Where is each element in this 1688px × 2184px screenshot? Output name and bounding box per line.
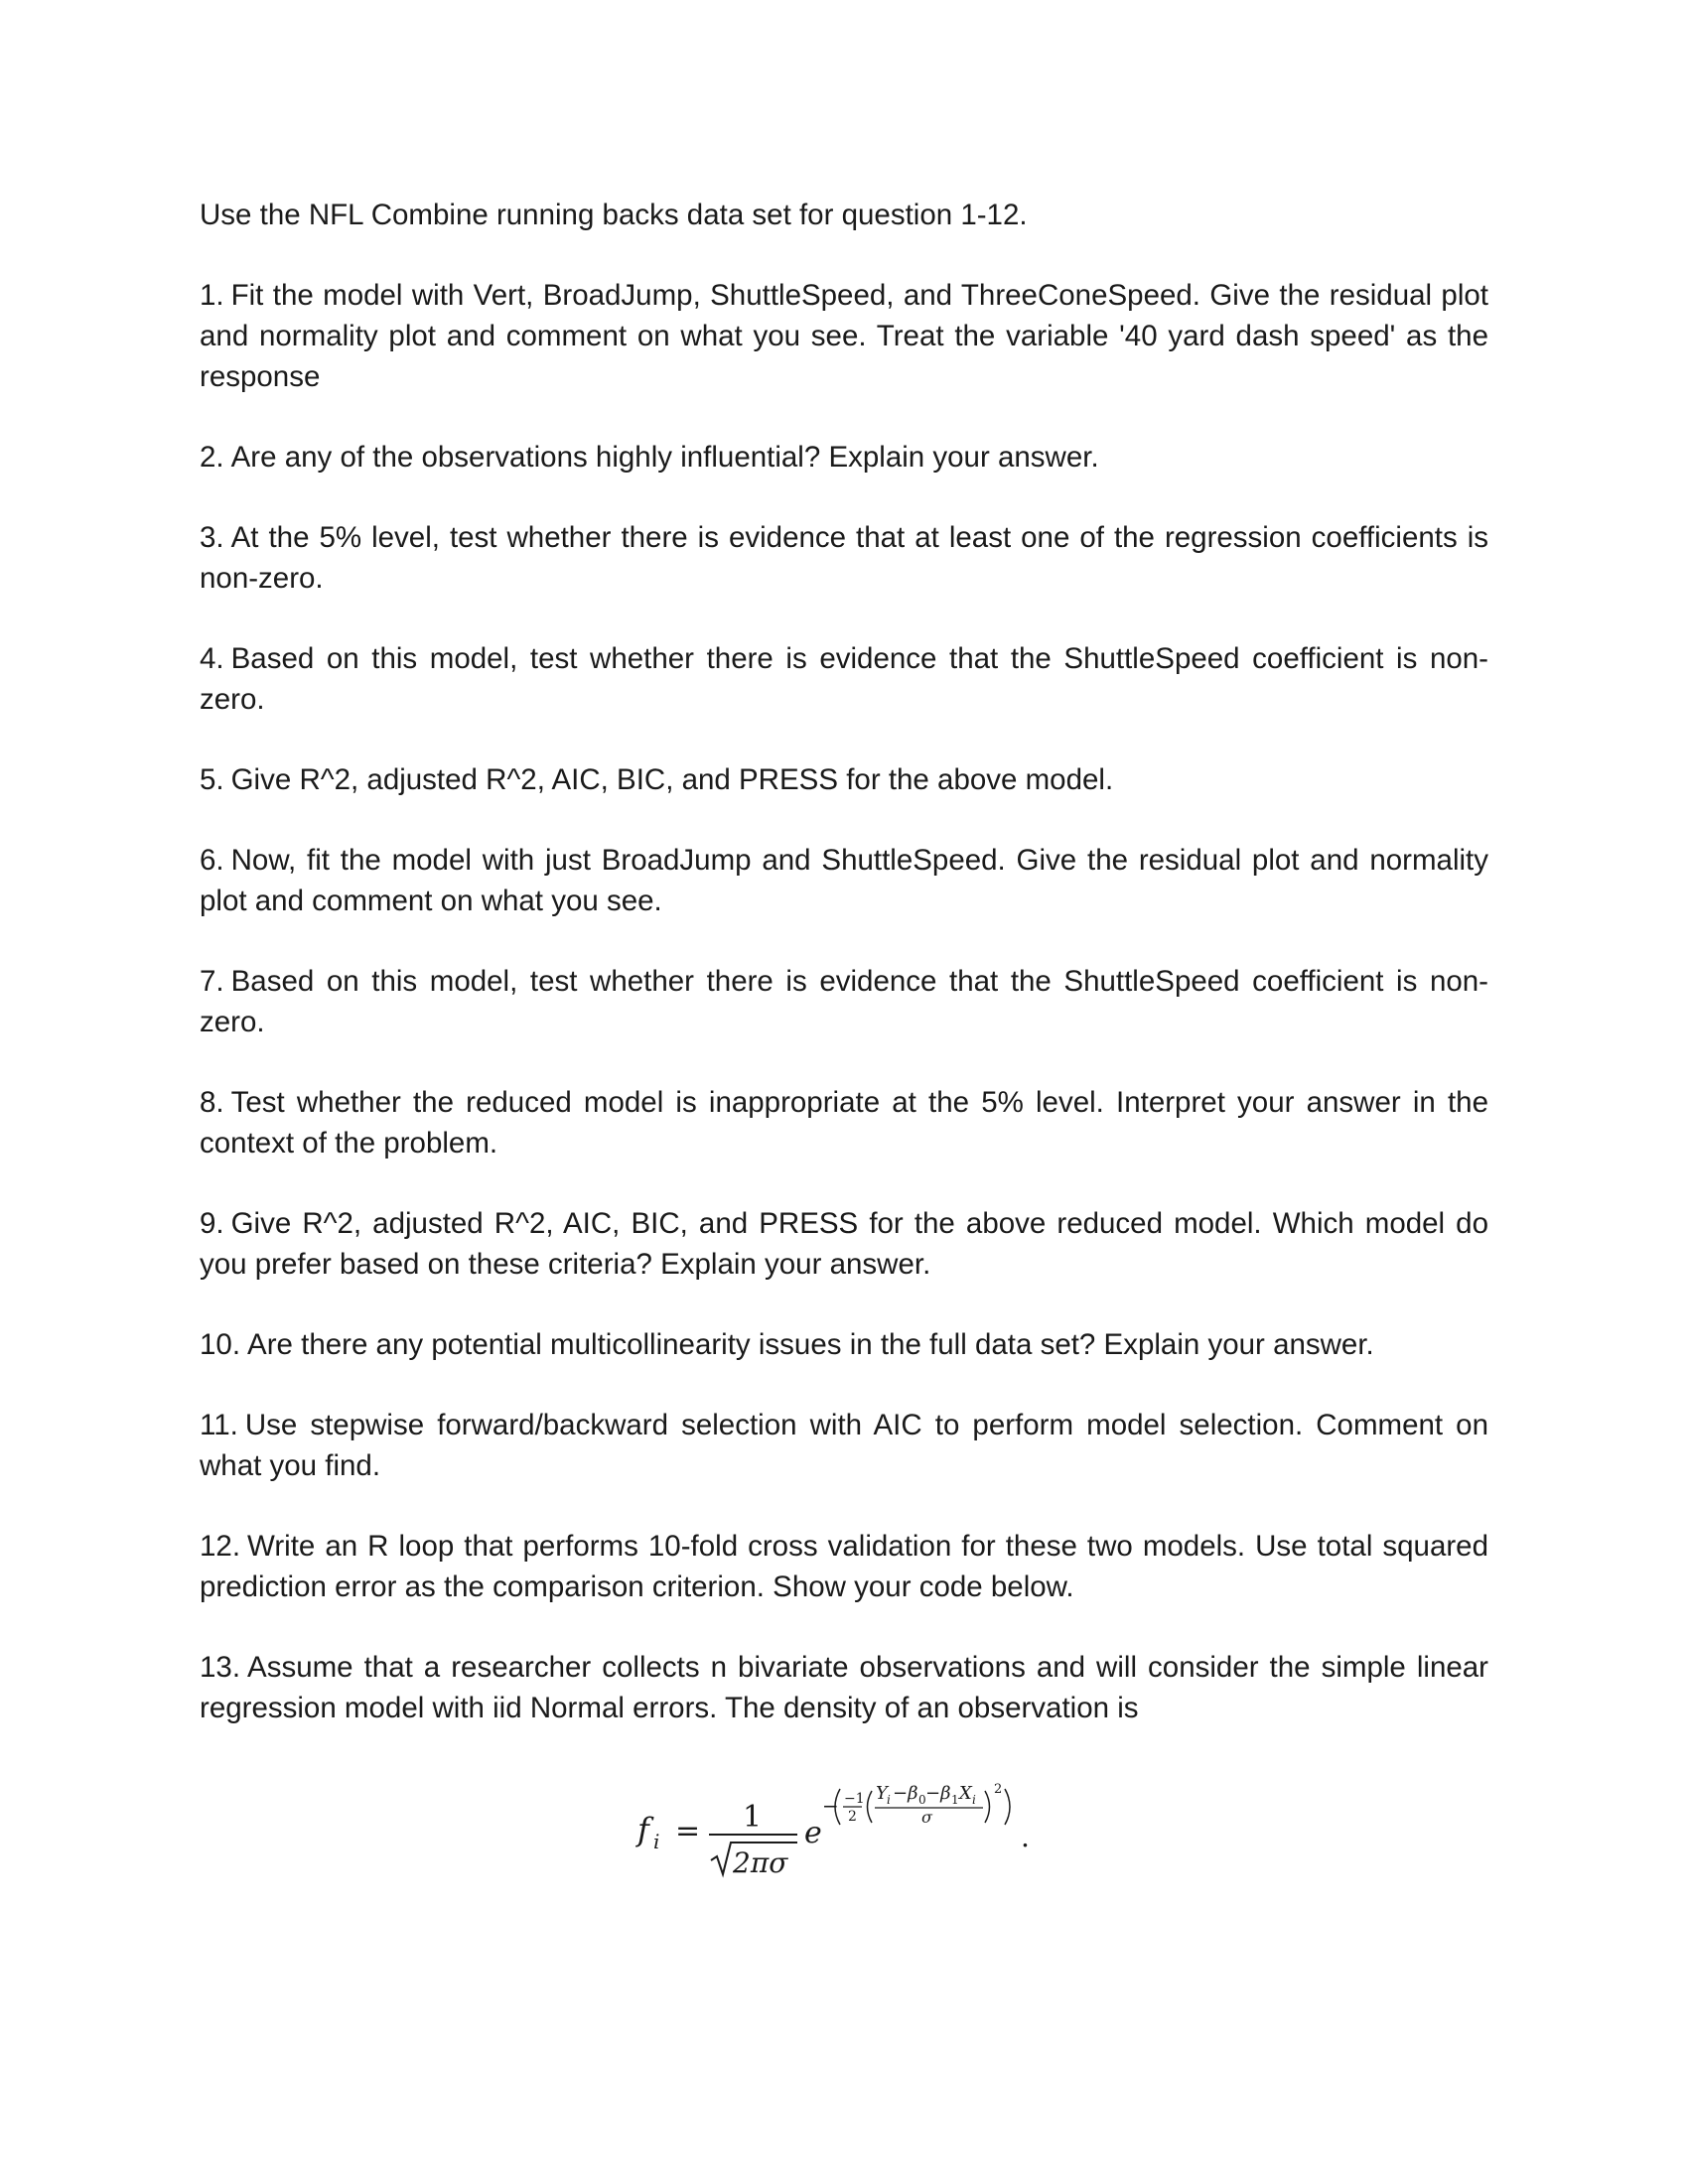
question-text: Now, fit the model with just BroadJump and ShuttleSpeed. Give the residual plot and normality plot and comment on what you see. — [200, 844, 1488, 917]
density-formula — [626, 1777, 1082, 1886]
question-text: Are any of the observations highly influential? Explain your answer. — [230, 441, 1099, 474]
exponent-beta1-subscript: 1 — [951, 1793, 959, 1807]
question-2 — [200, 437, 1488, 478]
question-text: Give R^2, adjusted R^2, AIC, BIC, and PRESS for the above reduced model. Which model do you prefer based on these criteria? Explain your answer. — [200, 1207, 1488, 1281]
question-10 — [200, 1324, 1488, 1365]
question-number: 13. — [200, 1651, 241, 1684]
formula-lhs: f — [637, 1811, 649, 1848]
question-4 — [200, 638, 1488, 720]
exponent-inner-paren-right — [985, 1791, 990, 1823]
question-3 — [200, 517, 1488, 599]
formula-base: e — [804, 1816, 822, 1850]
intro-paragraph: Use the NFL Combine running backs data set for question 1-12. — [200, 199, 1028, 231]
exponent-x: X — [959, 1783, 972, 1804]
exponent-beta0: −β — [893, 1783, 918, 1804]
question-number: 1. — [200, 279, 224, 312]
question-text: Give R^2, adjusted R^2, AIC, BIC, and PRESS for the above model. — [230, 763, 1114, 796]
question-8 — [200, 1082, 1488, 1163]
formula-equals: = — [675, 1814, 701, 1848]
question-text: Based on this model, test whether there is evidence that the ShuttleSpeed coefficient is non-zero. — [200, 642, 1488, 716]
question-13 — [200, 1647, 1488, 1728]
question-text: Write an R loop that performs 10-fold cross validation for these two models. Use total squared prediction error as the comparison criterion. Show your code below. — [200, 1530, 1488, 1603]
exponent-beta1: −β — [925, 1783, 951, 1804]
exponent-y-subscript: i — [887, 1793, 891, 1807]
question-text: At the 5% level, test whether there is evidence that at least one of the regression coefficients is non-zero. — [200, 521, 1488, 595]
question-number: 12. — [200, 1530, 241, 1563]
exponent-coef-numerator: −1 — [844, 1791, 865, 1807]
question-number: 4. — [200, 642, 224, 675]
question-number: 3. — [200, 521, 224, 554]
question-text: Are there any potential multicollinearity issues in the full data set? Explain your answer. — [247, 1328, 1374, 1361]
question-number: 11. — [200, 1409, 238, 1441]
exponent-sign: − — [822, 1794, 839, 1818]
document-page — [200, 195, 1488, 1768]
question-7 — [200, 961, 1488, 1042]
question-6 — [200, 840, 1488, 921]
question-number: 5. — [200, 763, 224, 796]
formula-lhs-subscript: i — [653, 1830, 660, 1853]
exponent-beta0-subscript: 0 — [918, 1793, 926, 1807]
question-12 — [200, 1526, 1488, 1607]
exponent-sigma: σ — [921, 1808, 932, 1827]
exponent-coef-denominator: 2 — [848, 1809, 857, 1825]
exponent-outer-paren-right — [1005, 1789, 1010, 1825]
exponent-power: 2 — [994, 1782, 1003, 1797]
question-number: 2. — [200, 441, 224, 474]
question-1 — [200, 275, 1488, 397]
exponent-y: Y — [876, 1783, 888, 1804]
formula-period: . — [1021, 1821, 1030, 1853]
question-5 — [200, 759, 1488, 800]
question-number: 6. — [200, 844, 224, 877]
question-text: Fit the model with Vert, BroadJump, ShuttleSpeed, and ThreeConeSpeed. Give the residual plot and normality plot and comment on what you see. Treat the variable '40 yard dash speed' as the response — [200, 279, 1488, 393]
question-11 — [200, 1405, 1488, 1486]
question-number: 8. — [200, 1086, 224, 1119]
question-text: Test whether the reduced model is inappropriate at the 5% level. Interpret your answer in the context of the problem. — [200, 1086, 1488, 1160]
formula-denominator: 2πσ — [733, 1846, 788, 1879]
exponent-inner-paren-left — [868, 1791, 873, 1823]
question-text: Use stepwise forward/backward selection with AIC to perform model selection. Comment on what you find. — [200, 1409, 1488, 1482]
question-number: 10. — [200, 1328, 241, 1361]
question-number: 9. — [200, 1207, 224, 1240]
question-text: Assume that a researcher collects n bivariate observations and will consider the simple linear regression model with iid Normal errors. The density of an observation is — [200, 1651, 1488, 1724]
question-number: 7. — [200, 965, 224, 998]
formula-numerator: 1 — [743, 1800, 763, 1835]
question-9 — [200, 1203, 1488, 1285]
exponent-x-subscript: i — [972, 1793, 976, 1807]
question-text: Based on this model, test whether there is evidence that the ShuttleSpeed coefficient is non-zero. — [200, 965, 1488, 1038]
